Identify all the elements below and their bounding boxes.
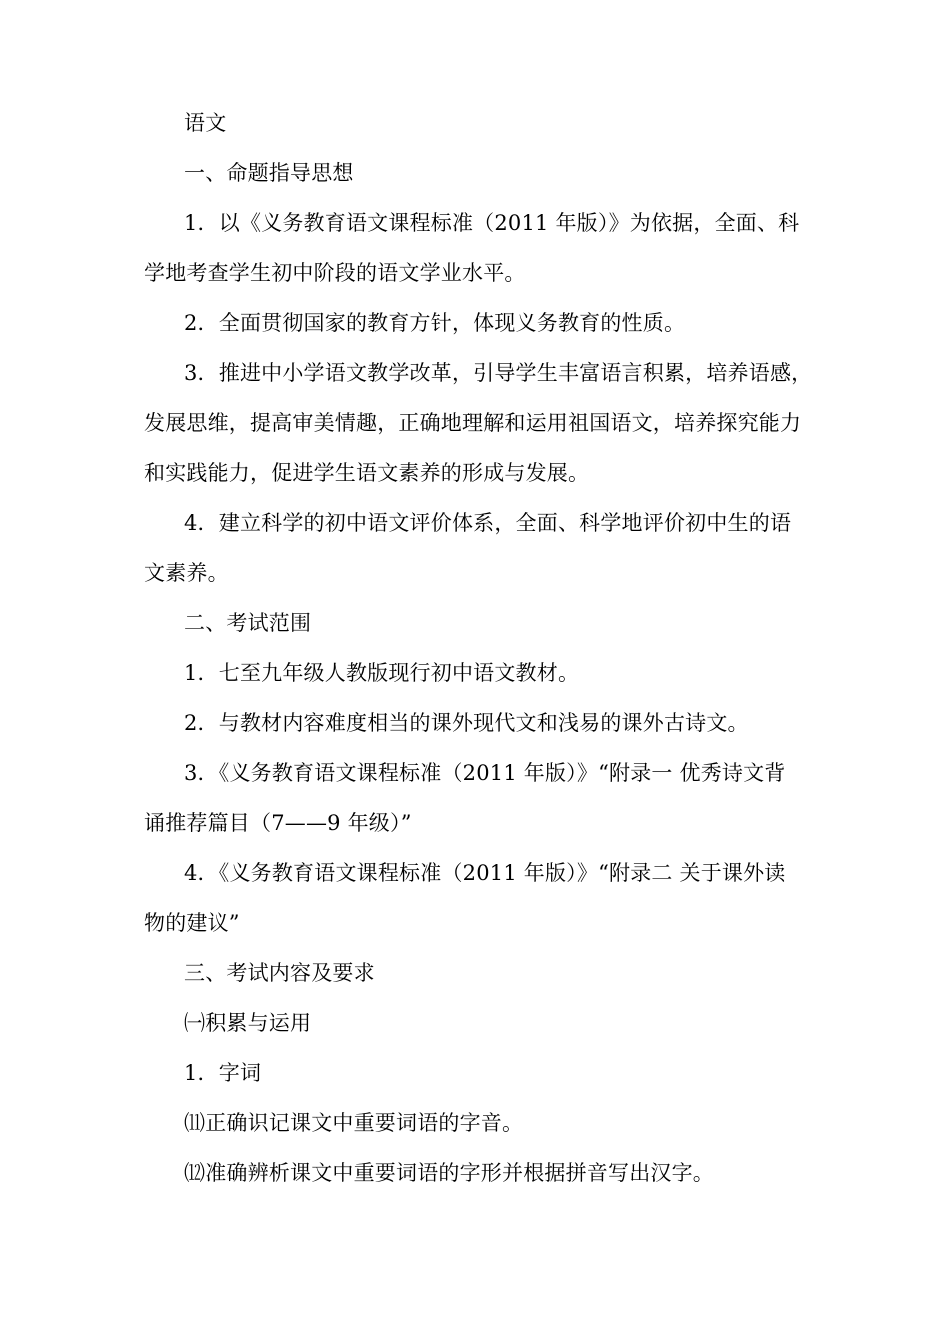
section-heading-2: 二、考试范围 xyxy=(184,611,312,635)
doc-title: 语文 xyxy=(184,111,227,135)
paragraph-line: 发展思维，提高审美情趣，正确地理解和运用祖国语文，培养探究能力 xyxy=(144,411,802,435)
subsection-heading: ㈠积累与运用 xyxy=(184,1011,312,1035)
paragraph-line: 1．以《义务教育语文课程标准（2011 年版）》为依据，全面、科 xyxy=(184,211,800,235)
section-heading-3: 三、考试内容及要求 xyxy=(184,961,375,985)
list-item: ⑾正确识记课文中重要词语的字音。 xyxy=(184,1111,524,1135)
section-heading-1: 一、命题指导思想 xyxy=(184,161,354,185)
paragraph-line: 物的建议” xyxy=(144,911,240,935)
paragraph-line: 学地考查学生初中阶段的语文学业水平。 xyxy=(144,261,526,285)
paragraph-line: 1．七至九年级人教版现行初中语文教材。 xyxy=(184,661,580,685)
paragraph-line: 4．《义务教育语文课程标准（2011 年版）》“附录二 关于课外读 xyxy=(184,861,786,885)
paragraph-line: 4．建立科学的初中语文评价体系，全面、科学地评价初中生的语 xyxy=(184,511,792,535)
list-item: ⑿准确辨析课文中重要词语的字形并根据拼音写出汉字。 xyxy=(184,1161,714,1185)
paragraph-line: 文素养。 xyxy=(144,561,229,585)
paragraph-line: 和实践能力，促进学生语文素养的形成与发展。 xyxy=(144,461,590,485)
subsection-item: 1．字词 xyxy=(184,1061,262,1085)
paragraph-line: 诵推荐篇目（7——9 年级）” xyxy=(144,811,412,835)
paragraph-line: 2．与教材内容难度相当的课外现代文和浅易的课外古诗文。 xyxy=(184,711,749,735)
paragraph-line: 2．全面贯彻国家的教育方针，体现义务教育的性质。 xyxy=(184,311,686,335)
paragraph-line: 3．推进中小学语文教学改革，引导学生丰富语言积累，培养语感， xyxy=(184,361,813,385)
document-body xyxy=(144,103,824,1203)
paragraph-line: 3．《义务教育语文课程标准（2011 年版）》“附录一 优秀诗文背 xyxy=(184,761,786,785)
